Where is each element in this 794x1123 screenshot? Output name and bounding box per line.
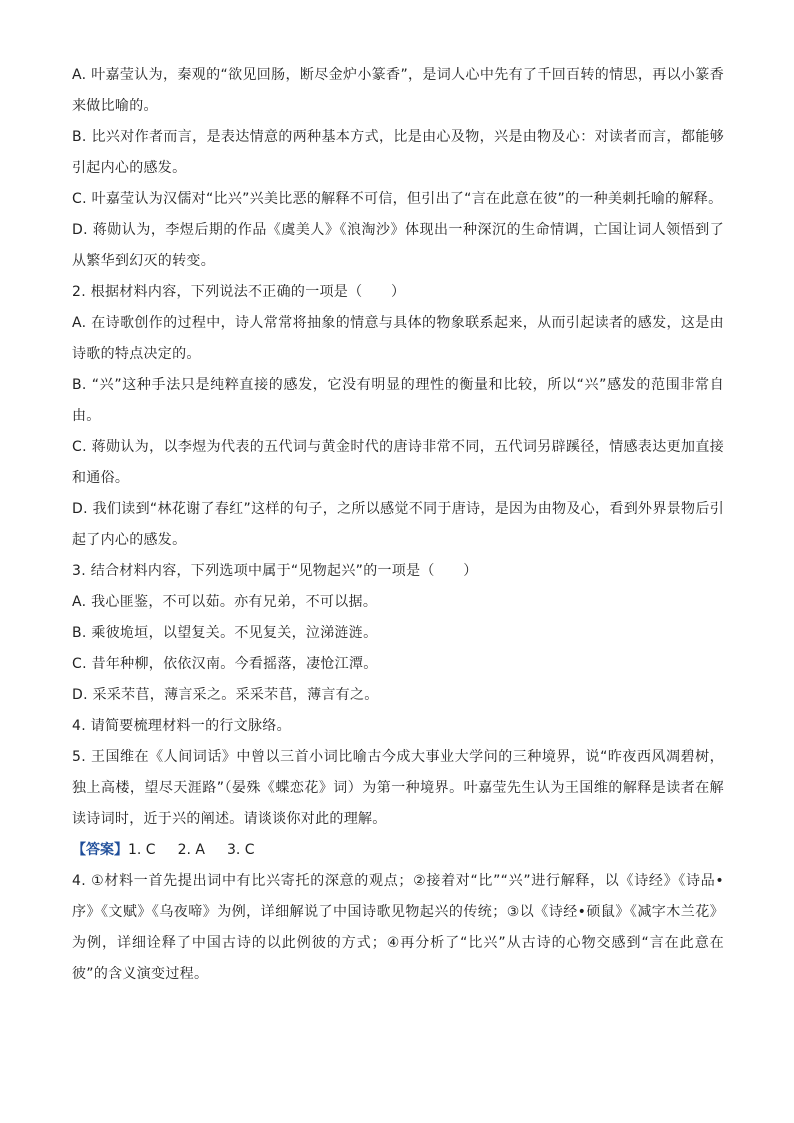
answer-line	[72, 835, 724, 866]
q2-stem: 2. 根据材料内容，下列说法不正确的一项是（ ）	[72, 284, 406, 300]
q3-option-d: D. 采采芣苢，薄言采之。采采芣苢，薄言有之。	[72, 687, 379, 703]
answer-item: 2. A	[177, 842, 205, 858]
q3-stem: 3. 结合材料内容，下列选项中属于“见物起兴”的一项是（ ）	[72, 563, 478, 579]
q1-option-d: D. 蒋勋认为，李煜后期的作品《虞美人》《浪淘沙》体现出一种深沉的生命情调，亡国让词人领悟到了从繁华到幻灭的转变。	[72, 222, 724, 269]
q3-option-c: C. 昔年种柳，依依汉南。今看摇落，凄怆江潭。	[72, 656, 378, 672]
q4-stem: 4. 请简要梳理材料一的行文脉络。	[72, 718, 291, 734]
q1-option-a: A. 叶嘉莹认为，秦观的“欲见回肠，断尽金炉小篆香”，是词人心中先有了千回百转的情思，再以小篆香来做比喻的。	[72, 67, 724, 114]
answer-4-explanation: 4. ①材料一首先提出词中有比兴寄托的深意的观点；②接着对“比”“兴”进行解释，以《诗经》《诗品•序》《文赋》《乌夜啼》为例，详细解说了中国诗歌见物起兴的传统；③以《诗经•硕鼠》《减字木兰花》为例，详细诠释了中国古诗的以此例彼的方式；④再分析了“比兴”从古诗的心物交感到“言在此意在彼”的含义演变过程。	[72, 873, 724, 982]
q1-option-b: B. 比兴对作者而言，是表达情意的两种基本方式，比是由心及物，兴是由物及心：对读者而言，都能够引起内心的感发。	[72, 129, 724, 176]
q2-option-d: D. 我们读到“林花谢了春红”这样的句子，之所以感觉不同于唐诗，是因为由物及心，看到外界景物后引起了内心的感发。	[72, 501, 724, 548]
q3-option-b: B. 乘彼垝垣，以望复关。不见复关，泣涕涟涟。	[72, 625, 378, 641]
q2-option-b: B. “兴”这种手法只是纯粹直接的感发，它没有明显的理性的衡量和比较，所以“兴”感发的范围非常自由。	[72, 377, 724, 424]
q1-option-c: C. 叶嘉莹认为汉儒对“比兴”兴美比恶的解释不可信，但引出了“言在此意在彼”的一种美刺托喻的解释。	[72, 191, 723, 207]
answer-label: 【答案】	[72, 842, 128, 858]
q3-option-a: A. 我心匪鉴，不可以茹。亦有兄弟，不可以据。	[72, 594, 378, 610]
q2-option-c: C. 蒋勋认为，以李煜为代表的五代词与黄金时代的唐诗非常不同，五代词另辟蹊径，情感表达更加直接和通俗。	[72, 439, 724, 486]
answer-item: 3. C	[226, 842, 255, 858]
q2-option-a: A. 在诗歌创作的过程中，诗人常常将抽象的情意与具体的物象联系起来，从而引起读者的感发，这是由诗歌的特点决定的。	[72, 315, 724, 362]
document-page	[72, 60, 724, 990]
answer-item: 1. C	[128, 842, 156, 858]
q5-stem: 5. 王国维在《人间词话》中曾以三首小词比喻古今成大事业大学问的三种境界，说“昨夜西风凋碧树，独上高楼，望尽天涯路”（晏殊《蝶恋花》词）为第一种境界。叶嘉莹先生认为王国维的解释是读者在解读诗词时，近于兴的阐述。请谈谈你对此的理解。	[72, 749, 724, 827]
